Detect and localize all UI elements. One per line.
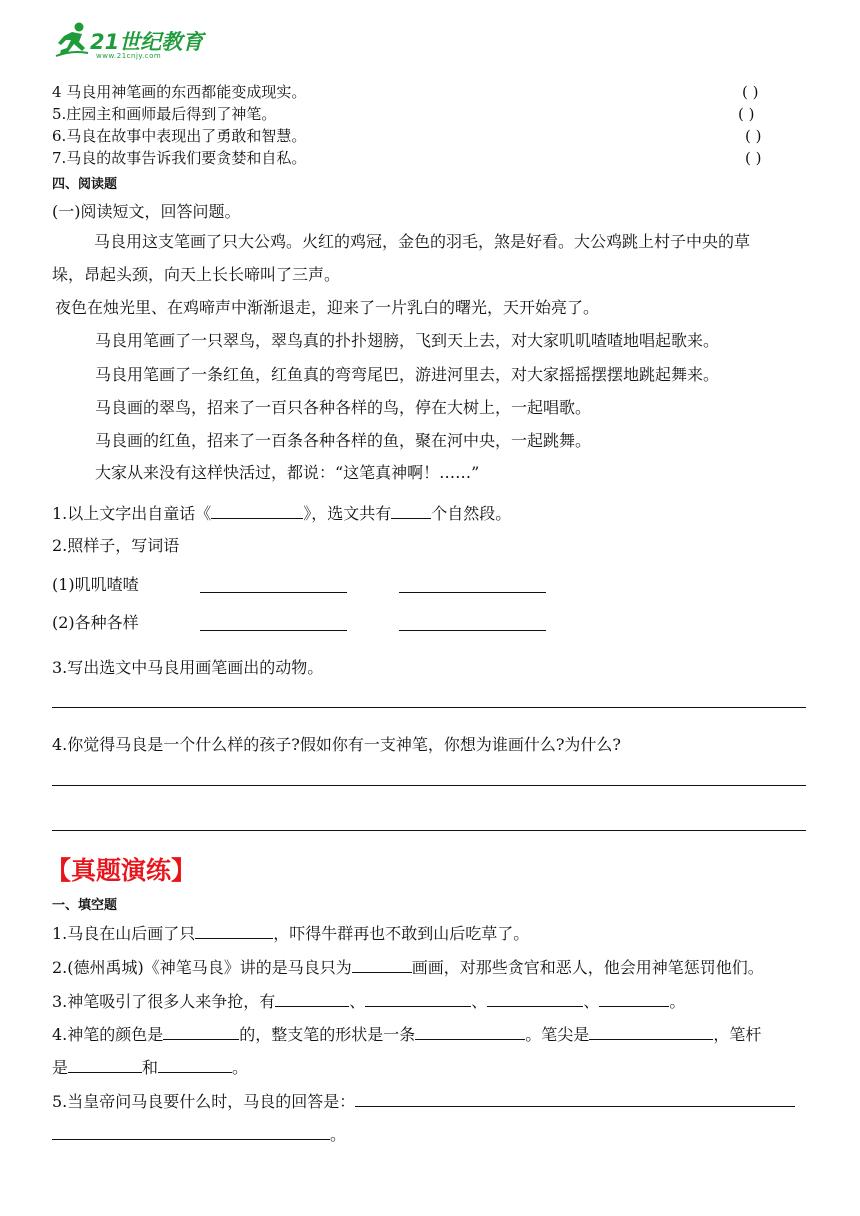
passage-para3: 马良用笔画了一只翠鸟，翠鸟真的扑扑翅膀，飞到天上去，对大家叽叽喳喳地唱起歌来。 (95, 331, 720, 350)
fill-3-blank-2[interactable] (365, 990, 471, 1007)
fill-5-blank-1[interactable] (355, 1090, 795, 1107)
passage-para7: 大家从来没有这样快活过，都说：“这笔真神啊！……” (95, 463, 480, 482)
fill-3-blank-1[interactable] (275, 990, 349, 1007)
fill-4-text-b: 的，整支笔的形状是一条 (239, 1025, 416, 1044)
question-4: 4.你觉得马良是一个什么样的孩子?假如你有一支神笔，你想为谁画什么?为什么? (52, 735, 622, 754)
logo-brand: 21世纪教育 (90, 30, 204, 54)
paragraph-count-blank[interactable] (391, 502, 431, 519)
answer-line-2-1b[interactable] (399, 592, 546, 593)
fill-4-text-c: 。笔尖是 (525, 1025, 590, 1044)
question-2-item-1: (1)叽叽喳喳 (52, 575, 139, 594)
judge-paren-4: ( ) (742, 83, 759, 101)
question-1-text-b: 》，选文共有 (303, 504, 392, 523)
section-heading-reading: 四、阅读题 (52, 177, 118, 192)
fill-1-blank[interactable] (195, 922, 273, 939)
fill-4-text-d: ，笔杆 (713, 1025, 762, 1044)
answer-line-2-2a[interactable] (200, 630, 347, 631)
question-1-text-c: 个自然段。 (431, 504, 512, 523)
logo (52, 20, 202, 62)
fill-4-blank-1[interactable] (163, 1023, 239, 1040)
fill-3-sep-2: 、 (471, 992, 488, 1011)
fill-4-text-f: 和 (142, 1058, 159, 1077)
fill-3-blank-4[interactable] (599, 990, 669, 1007)
fill-question-2 (52, 956, 764, 979)
judge-item-5: 5.庄园主和画师最后得到了神笔。 (52, 105, 277, 123)
fill-1-text-b: ，吓得牛群再也不敢到山后吃草了。 (273, 924, 530, 943)
question-2-item-2: (2)各种各样 (52, 613, 139, 632)
passage-para1-line2: 垛，昂起头颈，向天上长长啼叫了三声。 (52, 265, 341, 284)
fill-5-blank-2[interactable] (52, 1123, 330, 1140)
fill-question-5-line2 (52, 1123, 346, 1146)
question-2: 2.照样子，写词语 (52, 536, 180, 555)
fill-4-blank-3[interactable] (589, 1023, 713, 1040)
fill-3-sep-3: 、 (583, 992, 600, 1011)
passage-para6: 马良画的红鱼，招来了一百条各种各样的鱼，聚在河中央，一起跳舞。 (95, 431, 592, 450)
passage-para2: 夜色在烛光里、在鸡啼声中渐渐退走，迎来了一片乳白的曙光，天开始亮了。 (55, 298, 600, 317)
reading-instruction: (一)阅读短文，回答问题。 (52, 202, 241, 221)
judge-paren-6: ( ) (745, 127, 762, 145)
judge-item-7: 7.马良的故事告诉我们要贪婪和自私。 (52, 149, 307, 167)
judge-paren-5: ( ) (738, 105, 755, 123)
running-figure-icon (52, 20, 92, 60)
fill-question-4-line1 (52, 1023, 761, 1046)
fill-question-5 (52, 1090, 795, 1113)
fill-4-blank-5[interactable] (158, 1056, 232, 1073)
judge-paren-7: ( ) (745, 149, 762, 167)
fill-4-text-e: 是 (52, 1058, 69, 1077)
fill-2-blank[interactable] (352, 956, 412, 973)
passage-para1-line1: 马良用这支笔画了只大公鸡。火红的鸡冠，金色的羽毛，煞是好看。大公鸡跳上村子中央的草 (94, 232, 751, 251)
fill-1-text-a: 1.马良在山后画了只 (52, 924, 196, 943)
fill-3-sep-1: 、 (349, 992, 366, 1011)
question-1 (52, 502, 511, 525)
fill-question-4-line2 (52, 1056, 248, 1079)
question-1-text-a: 1.以上文字出自童话《 (52, 504, 212, 523)
fill-5-end: 。 (330, 1125, 347, 1144)
judge-item-4: 4 马良用神笔画的东西都能变成现实。 (52, 83, 307, 101)
fill-4-text-a: 4.神笔的颜色是 (52, 1025, 164, 1044)
fill-2-text-a: 2.(德州禹城)《神笔马良》讲的是马良只为 (52, 958, 352, 977)
answer-line-2-1a[interactable] (200, 592, 347, 593)
fill-4-blank-2[interactable] (415, 1023, 525, 1040)
fill-5-text-a: 5.当皇帝问马良要什么时，马良的回答是： (52, 1092, 356, 1111)
answer-line-4a[interactable] (52, 785, 806, 786)
story-title-blank[interactable] (211, 502, 303, 519)
section-heading-fill: 一、填空题 (52, 898, 118, 913)
passage-para4: 马良用笔画了一条红鱼，红鱼真的弯弯尾巴，游进河里去，对大家摇摇摆摆地跳起舞来。 (95, 365, 720, 384)
section-title-zhenti: 【真题演练】 (46, 856, 197, 885)
fill-2-text-b: 画画，对那些贪官和恶人，他会用神笔惩罚他们。 (411, 958, 764, 977)
passage-para5: 马良画的翠鸟，招来了一百只各种各样的鸟，停在大树上，一起唱歌。 (95, 398, 592, 417)
fill-3-end: 。 (669, 992, 686, 1011)
fill-question-3 (52, 990, 685, 1013)
judge-item-6: 6.马良在故事中表现出了勇敢和智慧。 (52, 127, 307, 145)
answer-line-3[interactable] (52, 707, 806, 708)
logo-url: www.21cnjy.com (96, 52, 162, 60)
fill-4-blank-4[interactable] (68, 1056, 142, 1073)
fill-question-1 (52, 922, 529, 945)
answer-line-4b[interactable] (52, 830, 806, 831)
fill-4-text-g: 。 (232, 1058, 249, 1077)
fill-3-blank-3[interactable] (487, 990, 583, 1007)
question-3: 3.写出选文中马良用画笔画出的动物。 (52, 658, 324, 677)
fill-3-text-a: 3.神笔吸引了很多人来争抢，有 (52, 992, 276, 1011)
answer-line-2-2b[interactable] (399, 630, 546, 631)
